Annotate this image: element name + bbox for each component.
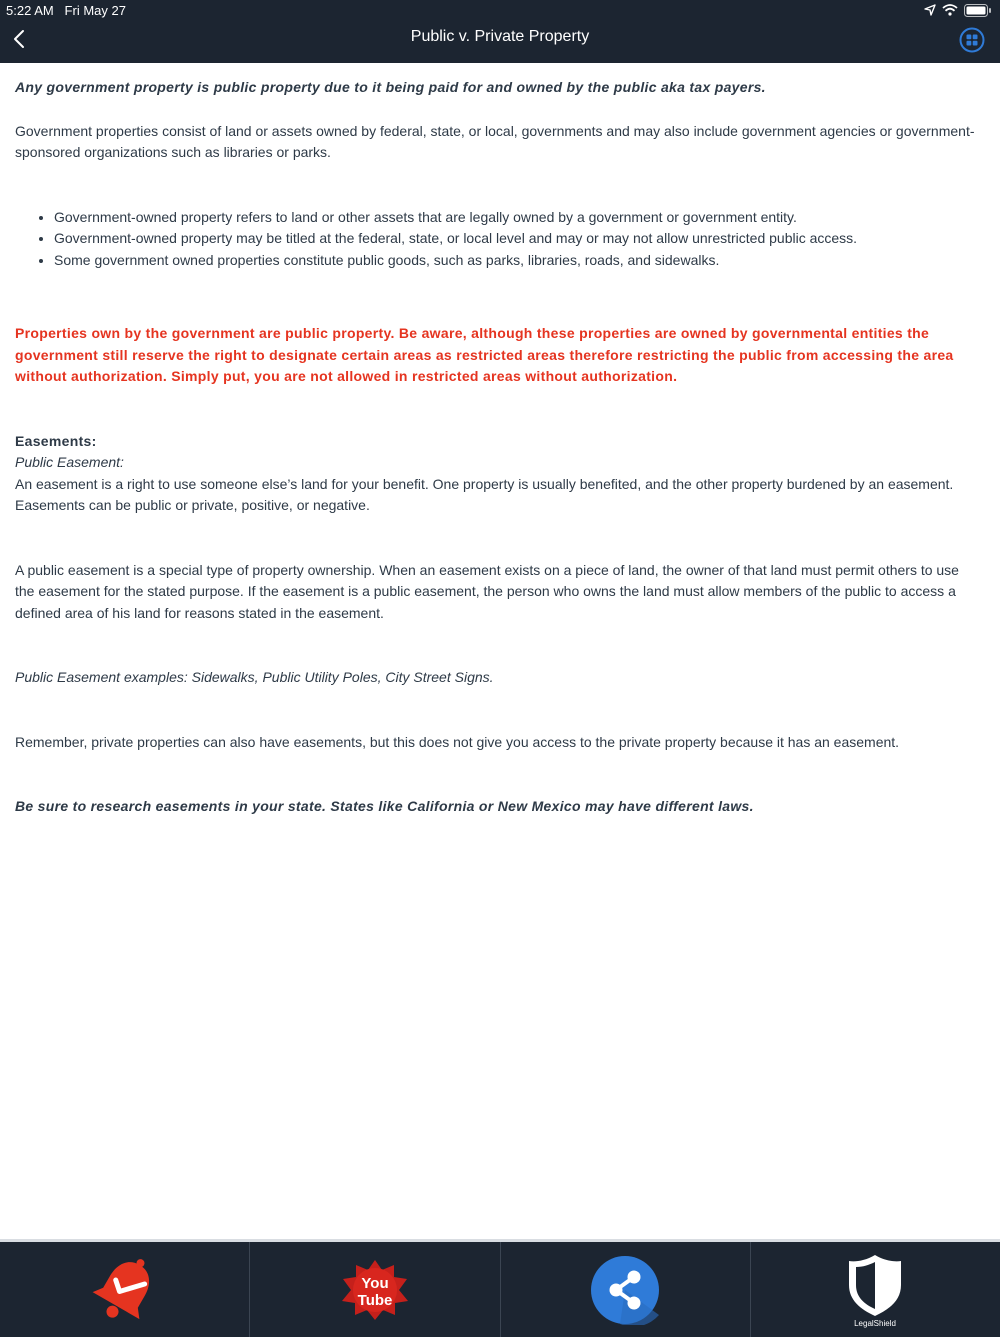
tab-youtube[interactable]	[250, 1242, 500, 1337]
restricted-areas-warning: Properties own by the government are public property. Be aware, although these properties are owned by governmental entities the government still reserve the right to designate certain areas as restricted areas therefore restricting the public from accessing the area without authorization. Simply put, you are not allowed in restricted areas without authorization.	[15, 325, 954, 384]
top-bar	[0, 0, 1000, 63]
research-reminder: Be sure to research easements in your state. States like California or New Mexico may have different laws.	[15, 798, 754, 814]
battery-icon	[964, 4, 992, 17]
list-item: • Government-owned property may be titled at the federal, state, or local level and may or may not allow unrestricted public access.	[54, 228, 975, 250]
share-icon	[590, 1255, 660, 1325]
easement-definition: An easement is a right to use someone else’s land for your benefit. One property is usually benefited, and the other property burdened by an easement. Easements can be public or private, positive, or negative.	[15, 475, 954, 513]
public-easement-examples: Public Easement examples: Sidewalks, Public Utility Poles, City Street Signs.	[15, 669, 494, 685]
chevron-left-icon	[12, 29, 26, 49]
menu-button[interactable]	[959, 27, 985, 53]
article-content	[15, 63, 975, 818]
status-time	[6, 3, 126, 18]
government-properties-paragraph: Government properties consist of land or assets owned by federal, state, or local, governments and may also include government agencies or government-sponsored organizations such as libraries or parks.	[15, 122, 975, 160]
time-label: 5:22 AM	[6, 3, 54, 18]
location-arrow-icon	[924, 4, 936, 16]
status-icons	[924, 3, 992, 17]
tab-alert[interactable]	[0, 1242, 250, 1337]
tab-share[interactable]	[501, 1242, 751, 1337]
government-property-list	[15, 207, 975, 272]
public-easement-subheading: Public Easement:	[15, 454, 124, 470]
back-button[interactable]	[6, 24, 32, 54]
list-item: • Government-owned property refers to land or other assets that are legally owned by a government or government entity.	[54, 207, 975, 229]
intro-statement: Any government property is public property due to it being paid for and owned by the public aka tax payers.	[15, 79, 766, 95]
bell-icon	[90, 1253, 160, 1327]
youtube-logo-you: You	[361, 1274, 389, 1292]
bottom-tab-bar	[0, 1239, 1000, 1337]
grid-menu-icon	[959, 27, 985, 53]
youtube-logo-tube: Tube	[357, 1291, 393, 1309]
wifi-icon	[942, 4, 958, 16]
tab-legalshield[interactable]	[751, 1242, 1000, 1337]
legalshield-label: LegalShield	[854, 1318, 897, 1328]
list-item: • Some government owned properties constitute public goods, such as parks, libraries, roads, and sidewalks.	[54, 250, 975, 272]
public-easement-explanation: A public easement is a special type of property ownership. When an easement exists on a piece of land, the owner of that land must permit others to use the easement for the stated purpose. If the easement is a public easement, the person who owns the land must allow members of the public to access a defined area of his land for reasons stated in the easement.	[15, 561, 959, 621]
youtube-icon	[339, 1257, 411, 1323]
date-label: Fri May 27	[64, 3, 126, 18]
private-easement-reminder: Remember, private properties can also have easements, but this does not give you access to the private property because it has an easement.	[15, 733, 900, 750]
easements-heading: Easements:	[15, 432, 97, 449]
shield-icon	[843, 1252, 907, 1328]
page-title: Public v. Private Property	[410, 28, 590, 45]
